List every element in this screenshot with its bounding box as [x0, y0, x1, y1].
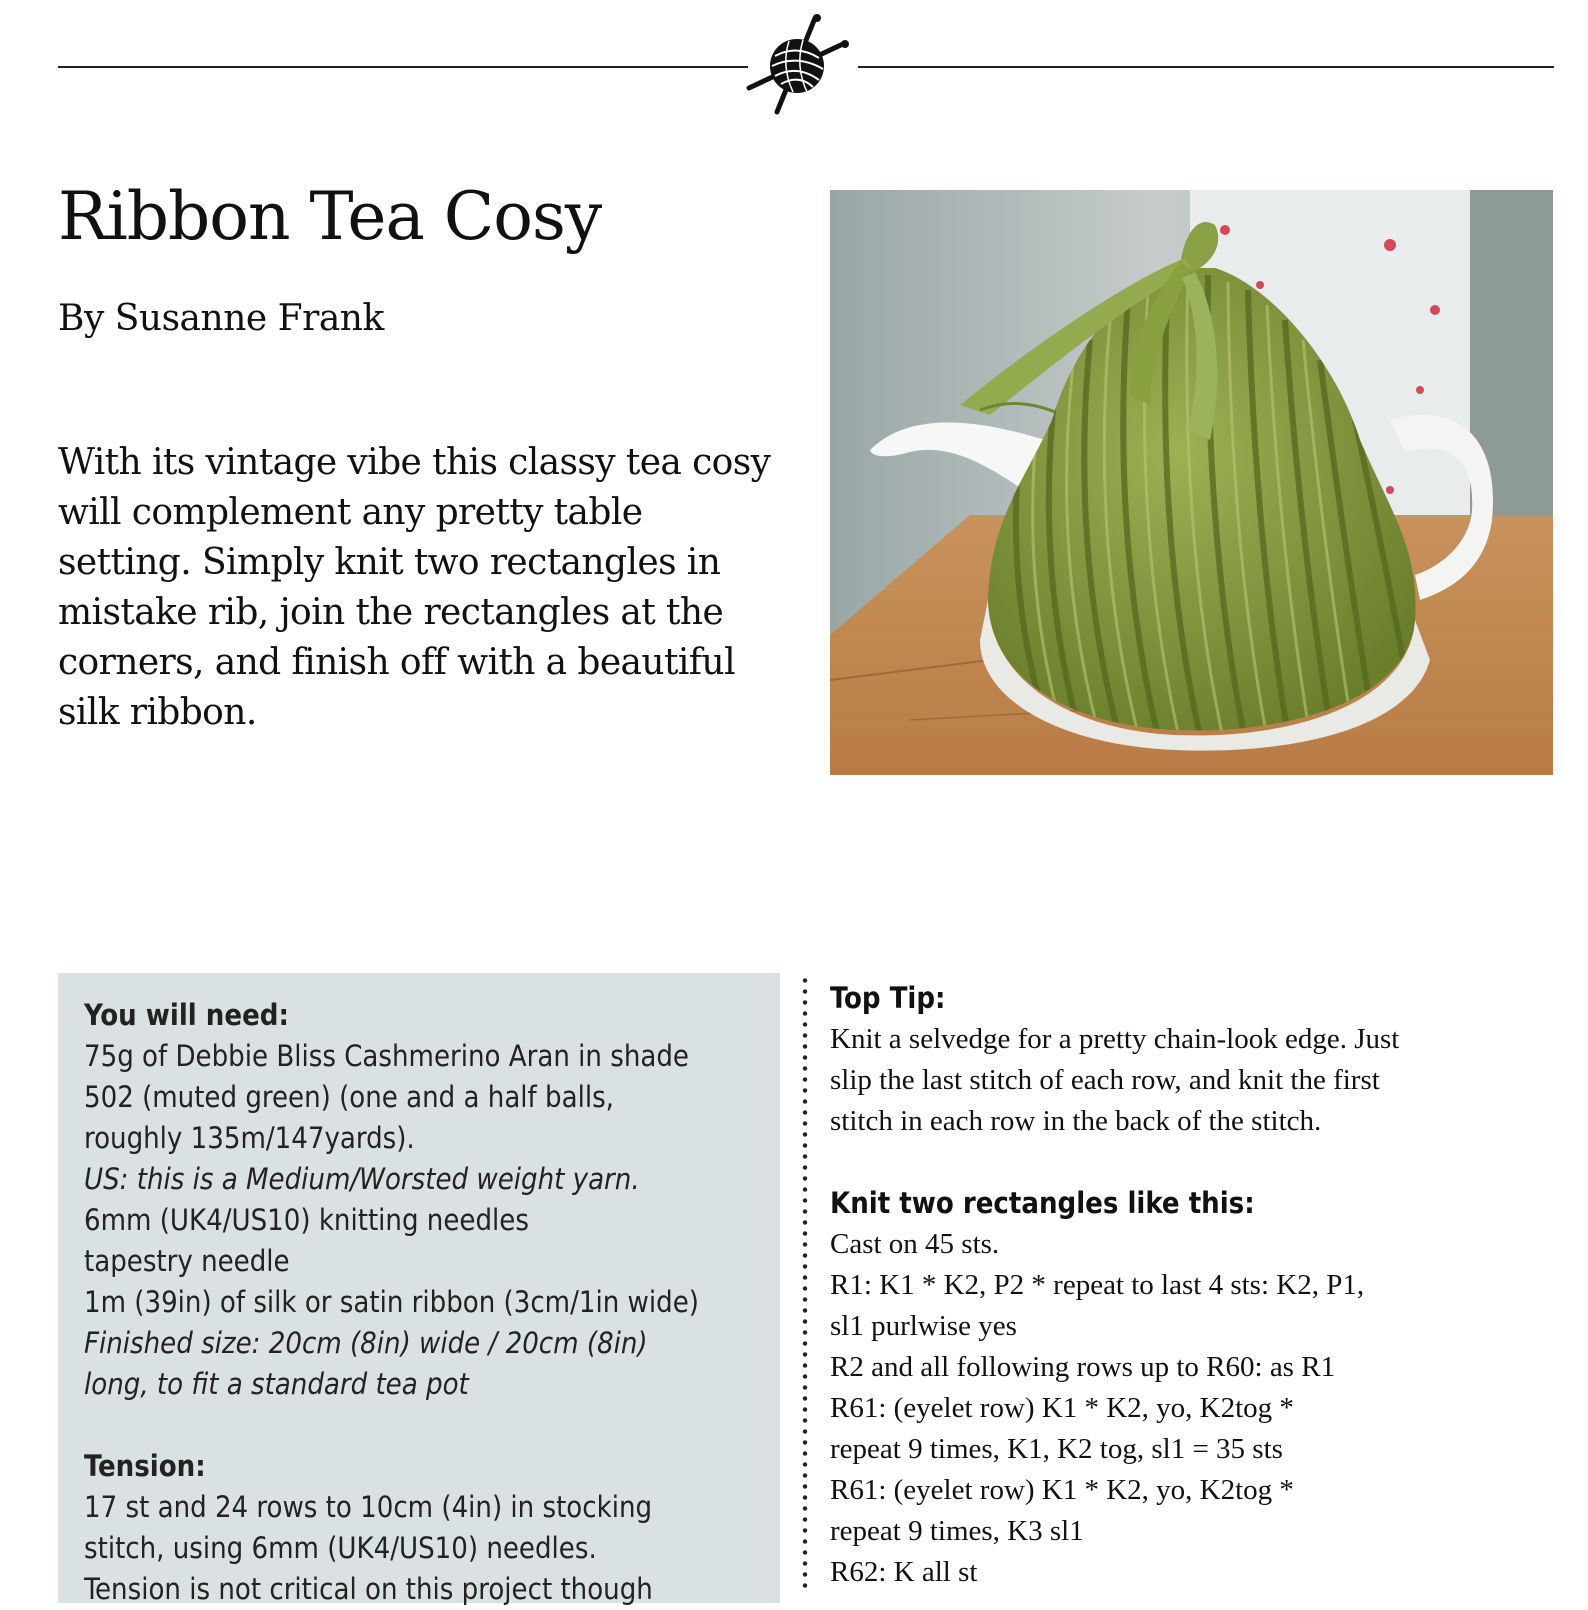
pattern-line: repeat 9 times, K1, K2 tog, sl1 = 35 sts: [830, 1433, 1283, 1465]
byline: By Susanne Frank: [58, 298, 384, 339]
page-title: Ribbon Tea Cosy: [58, 178, 602, 255]
materials-line: tapestry needle: [84, 1244, 290, 1278]
pattern-line: R61: (eyelet row) K1 * K2, yo, K2tog *: [830, 1474, 1294, 1506]
materials-line: 502 (muted green) (one and a half balls,: [84, 1080, 614, 1114]
top-tip-line: slip the last stitch of each row, and knit the first: [830, 1064, 1380, 1096]
header-rule-right: [858, 66, 1554, 68]
top-tip-heading: Top Tip:: [830, 981, 946, 1015]
pattern-line: sl1 purlwise yes: [830, 1310, 1017, 1342]
intro-paragraph: With its vintage vibe this classy tea cosy will complement any pretty table setting. Simply knit two rectangles in mistake rib, join the rectangles at the corners, and finish off with a beautiful silk ribbon.: [58, 442, 771, 733]
pattern-line: R62: K all st: [830, 1556, 978, 1588]
materials-line: roughly 135m/147yards).: [84, 1121, 415, 1155]
top-tip-line: stitch in each row in the back of the stitch.: [830, 1105, 1322, 1137]
tension-heading: Tension:: [84, 1449, 206, 1483]
materials-box: [58, 973, 780, 1606]
materials-line: long, to fit a standard tea pot: [84, 1367, 469, 1401]
materials-line: 6mm (UK4/US10) knitting needles: [84, 1203, 529, 1237]
header-rule-left: [58, 66, 748, 68]
yarn-ball-needles-icon: [745, 14, 855, 116]
tea-cosy-photo: [830, 190, 1553, 775]
column-divider: [802, 975, 808, 1588]
materials-heading: You will need:: [84, 998, 289, 1032]
materials-line: US: this is a Medium/Worsted weight yarn.: [84, 1162, 640, 1196]
tension-line: Tension is not critical on this project though: [84, 1572, 653, 1606]
materials-line: Finished size: 20cm (8in) wide / 20cm (8in): [84, 1326, 648, 1360]
pattern-line: repeat 9 times, K3 sl1: [830, 1515, 1084, 1547]
pattern-line: R61: (eyelet row) K1 * K2, yo, K2tog *: [830, 1392, 1294, 1424]
instructions-column: [830, 978, 1550, 1593]
top-tip-line: Knit a selvedge for a pretty chain-look edge. Just: [830, 1023, 1400, 1055]
pattern-line: R1: K1 * K2, P2 * repeat to last 4 sts: K2, P1,: [830, 1269, 1365, 1301]
tension-line: stitch, using 6mm (UK4/US10) needles.: [84, 1531, 597, 1565]
pattern-line: R2 and all following rows up to R60: as R1: [830, 1351, 1336, 1383]
pattern-heading: Knit two rectangles like this:: [830, 1186, 1255, 1220]
materials-line: 1m (39in) of silk or satin ribbon (3cm/1in wide): [84, 1285, 699, 1319]
pattern-line: Cast on 45 sts.: [830, 1228, 1000, 1260]
materials-line: 75g of Debbie Bliss Cashmerino Aran in shade: [84, 1039, 689, 1073]
tension-line: 17 st and 24 rows to 10cm (4in) in stocking: [84, 1490, 653, 1524]
